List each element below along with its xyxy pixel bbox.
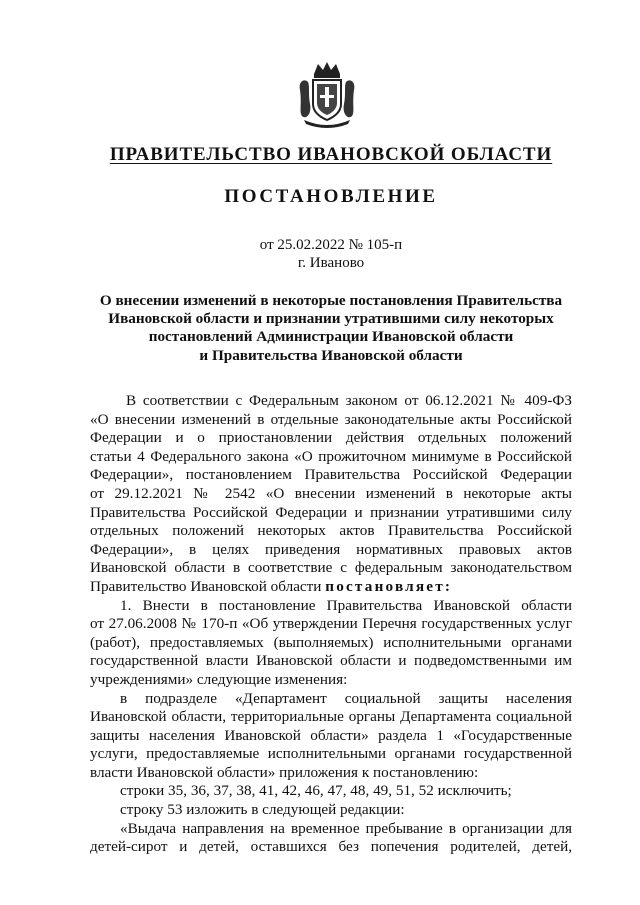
text-line: статьи 4 Федерального закона «О прожиточном минимуме в Российской	[90, 447, 572, 465]
government-name: ПРАВИТЕЛЬСТВО ИВАНОВСКОЙ ОБЛАСТИ	[109, 144, 553, 165]
decree-word: постановляет:	[325, 577, 453, 595]
text-line: Федерации», в целях приведения нормативных правовых актов	[90, 540, 572, 558]
date-number: от 25.02.2022 № 105-п	[259, 237, 403, 253]
government-subject: Правительство Ивановской области	[90, 577, 326, 595]
text-line: Федерации», постановлением Правительства Российской Федерации	[90, 466, 572, 484]
coat-of-arms-emblem	[296, 60, 358, 130]
subject-line: и Правительства Ивановской области	[199, 346, 463, 364]
text-line: строку 53 изложить в следующей редакции:	[120, 801, 405, 819]
subject-line: постановлений Администрации Ивановской области	[148, 328, 514, 346]
subject-line: Ивановской области и признании утратившими силу некоторых	[108, 310, 554, 328]
text-line: 1. Внести в постановление Правительства Ивановской области	[120, 596, 572, 614]
text-line: В соответствии с Федеральным законом от 06.12.2021 № 409-ФЗ	[126, 392, 572, 409]
text-line: «Выдача направления на временное пребывание в организации для	[120, 819, 572, 837]
text-line: власти Ивановской области» приложения к постановлению:	[90, 763, 479, 781]
text-line: Федерации и о приостановлении действия отдельных положений	[90, 429, 572, 447]
text-line: Ивановской области в соответствие с федеральным законодательством	[90, 559, 572, 577]
text-line: от 27.06.2008 № 170-п «Об утверждении Перечня государственных услуг	[90, 615, 572, 633]
text-line: от 29.12.2021 № 2542 «О внесении изменений в некоторые акты	[90, 484, 572, 502]
text-line: «О внесении изменений в отдельные законодательные акты Российской	[90, 410, 572, 428]
text-line: детей-сирот и детей, оставшихся без попечения родителей, детей,	[90, 838, 572, 856]
text-line: строки 35, 36, 37, 38, 41, 42, 46, 47, 48, 49, 51, 52 исключить;	[120, 782, 512, 800]
paragraph-preamble	[90, 392, 572, 597]
text-line: услуги, предоставляемые исполнительными органами государственной	[90, 745, 572, 763]
text-line: защиты населения Ивановской области» раздела 1 «Государственные	[90, 726, 572, 744]
text-line: Правительства Российской Федерации и признании утратившими силу	[90, 503, 572, 521]
document-body	[90, 392, 572, 857]
text-line: государственной власти Ивановской области и подведомственными им	[90, 652, 572, 670]
text-line	[90, 578, 572, 597]
text-line: учреждениями» следующие изменения:	[90, 670, 348, 688]
text-line: Ивановской области, территориальные органы Департамента социальной	[90, 708, 572, 726]
subject-line: О внесении изменений в некоторые постановления Правительства	[99, 292, 563, 309]
paragraph-quote	[90, 820, 572, 857]
document-subject	[90, 292, 572, 365]
document-type: ПОСТАНОВЛЕНИЕ	[224, 186, 438, 207]
document-meta	[0, 236, 640, 272]
city: г. Иваново	[297, 255, 365, 271]
paragraph-subsection	[90, 690, 572, 783]
text-line: в подразделе «Департамент социальной защиты населения	[120, 689, 572, 707]
text-line: отдельных положений некоторых актов Правительства Российской	[90, 522, 572, 540]
text-line: (работ), предоставляемых (выполняемых) исполнительными органами	[90, 633, 572, 651]
paragraph-item-1	[90, 597, 572, 690]
